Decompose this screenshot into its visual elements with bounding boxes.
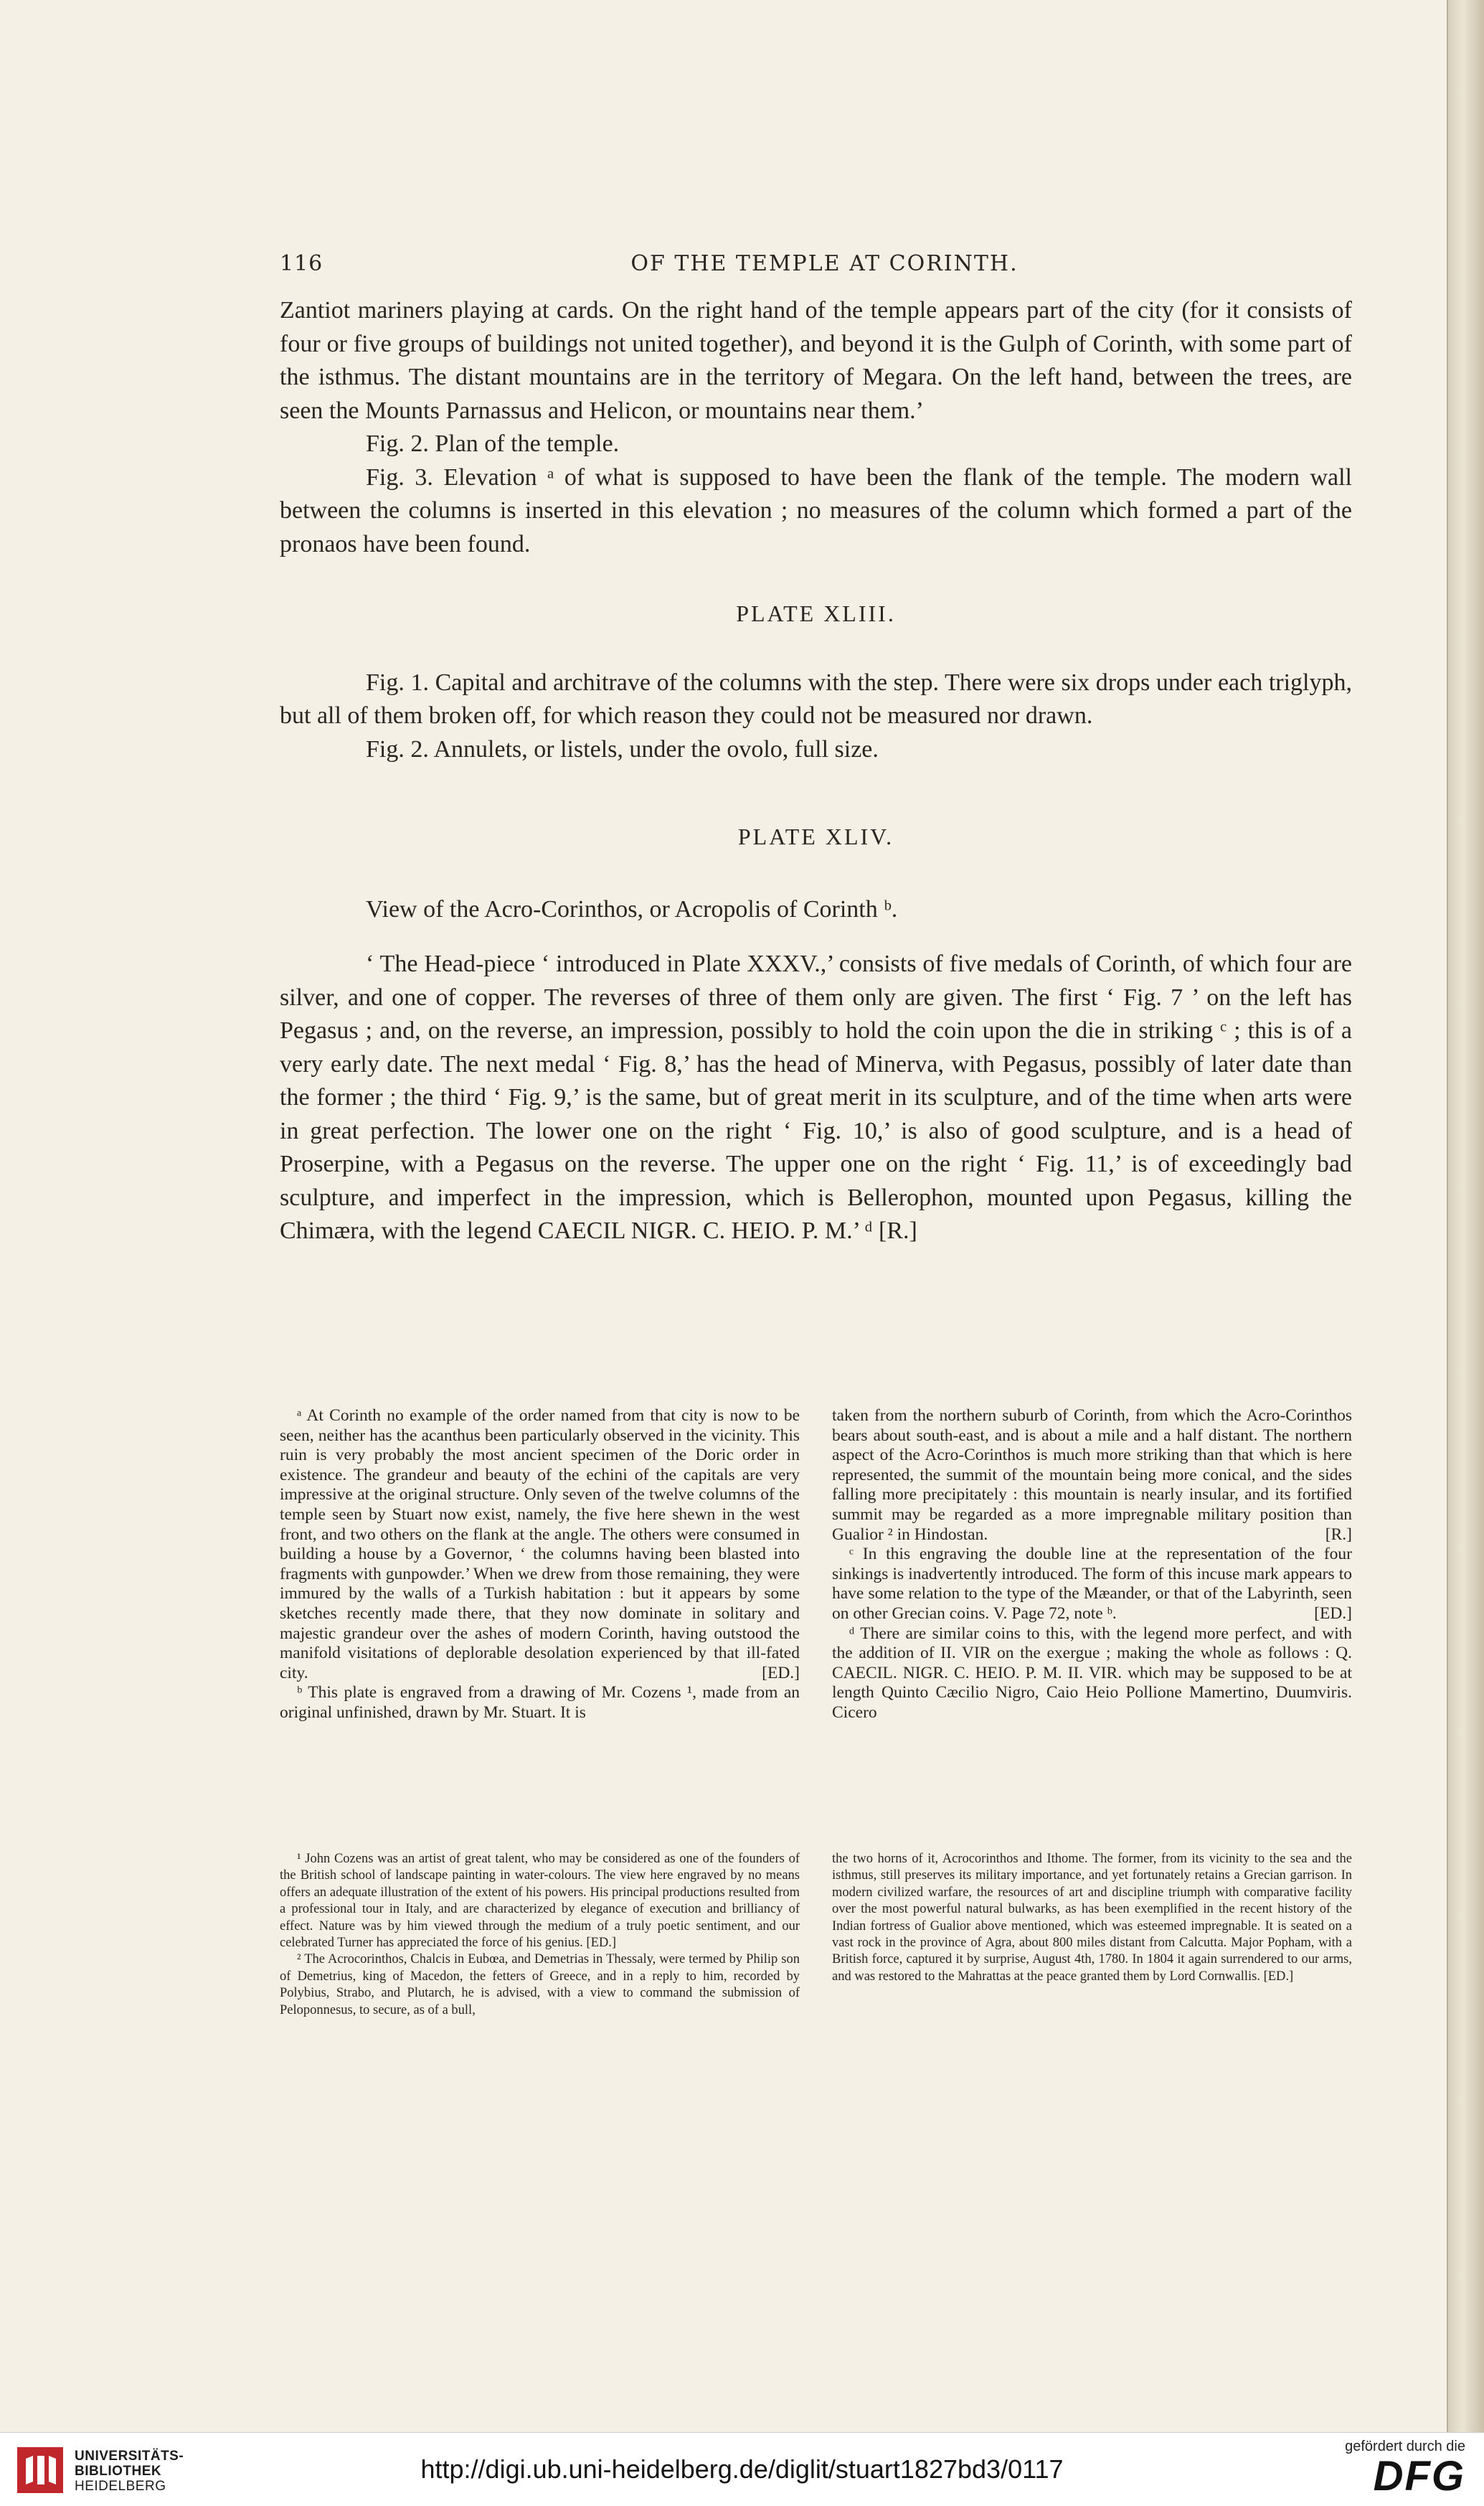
- paragraph-plate43-fig2: Fig. 2. Annulets, or listels, under the ovolo, full size.: [366, 735, 879, 763]
- note-c-text: ᶜ In this engraving the double line at the representation of the four sinkings is inadvertently introduced. The form of this incuse mark appears to have some relation to the type of the Mæander, or that of the Labyrinth, seen on other Grecian coins. V. Page 72, note ᵇ.: [832, 1545, 1352, 1623]
- footnote-2-continued: [832, 1851, 1352, 1985]
- plate-heading-xliii: PLATE XLIII.: [736, 600, 896, 626]
- running-title: OF THE TEMPLE AT CORINTH.: [630, 251, 1019, 276]
- note-d: ᵈ There are similar coins to this, with the legend more perfect, and with the addition of II. VIR on the exergue ; making the whole as follows : Q. CAECIL. NIGR. C. HEIO. P. M. II. VIR. which may be supposed to be at length Quinto Cæcilio Nigro, Caio Heio Pollione Mamertino, Duumviris. Cicero: [832, 1624, 1352, 1722]
- note-b-cont-text: taken from the northern suburb of Corinth, from which the Acro-Corinthos bears about south-east, and is about a mile and a half distant. The northern aspect of the Acro-Corinthos is much more striking than that which is here represented, the summit of the mountain being more conical, and the sides falling more precipitately : this mountain is nearly insular, and its fortified summit may be regarded as a more impregnable military position than Gualior ² in Hindostan.: [832, 1406, 1352, 1544]
- footnotes-right-column: [832, 1851, 1352, 2019]
- note-a-text: ᵃ At Corinth no example of the order named from that city is now to be seen, neither has the acanthus been particularly observed in the vicinity. This ruin is very probably the most ancient specimen of the Doric order in existence. The grandeur and beauty of the echini of the capitals are very impressive at the original structure. Only seven of the twelve columns of the temple seen by Stuart now exist, namely, the five here shewn in the west front, and two others on the flank at the angle. The others were consumed in building a house by a Governor, ‘ the columns having been blasted into fragments with gunpowder.’ When we drew from those remaining, they were immured by the walls of a Turkish habitation : but it appears by some sketches recently made there, that they now dominate in solitary and majestic grandeur over the ashes of modern Corinth, having outstood the manifold visitations of deplorable desolation experienced by that ill-fated city.: [280, 1406, 800, 1682]
- library-name-line2: BIBLIOTHEK: [75, 2464, 162, 2479]
- page-number: 116: [280, 251, 323, 276]
- note-c: [832, 1545, 1352, 1624]
- plate-heading-xliv: PLATE XLIV.: [737, 824, 894, 849]
- paragraph-fig2: Fig. 2. Plan of the temple.: [366, 430, 620, 457]
- note-b: ᵇ This plate is engraved from a drawing of Mr. Cozens ¹, made from an original unfinished, drawn by Mr. Stuart. It is: [280, 1683, 800, 1722]
- note-a: [280, 1406, 800, 1683]
- dfg-logo[interactable]: [1315, 2439, 1465, 2502]
- book-spine: [1447, 0, 1484, 2432]
- notes-right-column: [832, 1406, 1352, 1723]
- note-b-tag: [R.]: [1325, 1525, 1352, 1544]
- notes-left-column: [280, 1406, 800, 1723]
- paragraph-plate43-fig1: Fig. 1. Capital and architrave of the columns with the step. There were six drops under each triglyph, but all of them broken off, for which reason they could not be measured nor drawn.: [280, 669, 1352, 729]
- dfg-mark: DFG: [1373, 2453, 1465, 2500]
- footnote-1-tag: [ED.]: [586, 1936, 617, 1951]
- permalink-url[interactable]: http://digi.ub.uni-heidelberg.de/diglit/stuart1827bd3/0117: [420, 2454, 1064, 2484]
- library-name-line1: UNIVERSITÄTS-: [75, 2449, 184, 2464]
- paragraph-headpiece: ‘ The Head-piece ‘ introduced in Plate XXXV.,’ consists of five medals of Corinth, of which four are silver, and one of copper. The reverses of three of them only are given. The first ‘ Fig. 7 ’ on the left has Pegasus ; and, on the reverse, an impression, possibly to hold the coin upon the die in striking ᶜ ; this is of a very early date. The next medal ‘ Fig. 8,’ has the head of Minerva, with Pegasus, possibly of later date than the former ; the third ‘ Fig. 9,’ is the same, but of great merit in its sculpture, and of the time when arts were in great perfection. The lower one on the right ‘ Fig. 10,’ is also of good sculpture, and is a head of Proserpine, with a Pegasus on the reverse. The upper one on the right ‘ Fig. 11,’ is of exceedingly bad sculpture, and imperfect in the impression, which is Bellerophon, mounted upon Pegasus, killing the Chimæra, with the legend CAECIL NIGR. C. HEIO. P. M.’ ᵈ [R.]: [280, 951, 1352, 1244]
- note-c-tag: [ED.]: [1314, 1603, 1352, 1623]
- footnote-2-tag: [ED.]: [1263, 1969, 1294, 1984]
- footnotes: [280, 1851, 1352, 2019]
- paragraph-fig3: Fig. 3. Elevation ᵃ of what is supposed to have been the flank of the temple. The modern wall between the columns is inserted in this elevation ; no measures of the column which formed a part of the pronaos have been found.: [280, 463, 1352, 557]
- footnotes-left-column: [280, 1851, 800, 2019]
- footnote-2: ² The Acrocorinthos, Chalcis in Eubœa, and Demetrias in Thessaly, were termed by Philip son of Demetrius, king of Macedon, the fetters of Greece, and in a reply to him, recorded by Polybius, Strabo, and Plutarch, he is advised, with a view to command the submission of Peloponnesus, to secure, as of a bull,: [280, 1952, 800, 2017]
- editorial-notes: [280, 1406, 1352, 1723]
- footnote-2-cont-text: the two horns of it, Acrocorinthos and Ithome. The former, from its vicinity to the sea and the isthmus, still preserves its military importance, and yet fortunately retains a Grecian garrison. In modern civilized warfare, the resources of art and discipline triumph with comparative facility over the most powerful natural bulwarks, as has been exemplified in the recent history of the Indian fortress of Gualior above mentioned, which was esteemed impregnable. It is seated on a vast rock in the province of Agra, about 800 miles distant from Calcutta. Major Popham, with a British force, captured it by surprise, August 4th, 1780. In 1804 it again surrendered to our arms, and was restored to the Mahrattas at the peace granted them by Lord Cornwallis.: [832, 1852, 1352, 1984]
- funded-by-label: gefördert durch die: [1345, 2439, 1465, 2454]
- footnote-1-text: ¹ John Cozens was an artist of great talent, who may be considered as one of the founders of the British school of landscape painting in water-colours. The view here engraved by no means offers an adequate illustration of the extent of his powers. His principal productions resulted from a professional tour in Italy, and are characterized by elegance of execution and brilliancy of effect. Nature was by him viewed through the medium of a truly poetic sentiment, and our celebrated Turner has appreciated the force of his genius.: [280, 1852, 800, 1951]
- note-b-continued: [832, 1406, 1352, 1545]
- library-name-line3: HEIDELBERG: [75, 2479, 166, 2494]
- footnote-1: [280, 1851, 800, 1951]
- main-text: [280, 294, 1352, 1248]
- paragraph-continuation: Zantiot mariners playing at cards. On the right hand of the temple appears part of the city (for it consists of four or five groups of buildings not united together), and beyond it is the Gulph of Corinth, with some part of the isthmus. The distant mountains are in the territory of Megara. On the left hand, between the trees, are seen the Mounts Parnassus and Helicon, or mountains near them.’: [280, 297, 1352, 424]
- paragraph-plate44-view: View of the Acro-Corinthos, or Acropolis of Corinth ᵇ.: [366, 895, 898, 923]
- running-header: [280, 251, 1369, 287]
- viewer-footer: [0, 2432, 1484, 2506]
- note-a-tag: [ED.]: [762, 1663, 800, 1682]
